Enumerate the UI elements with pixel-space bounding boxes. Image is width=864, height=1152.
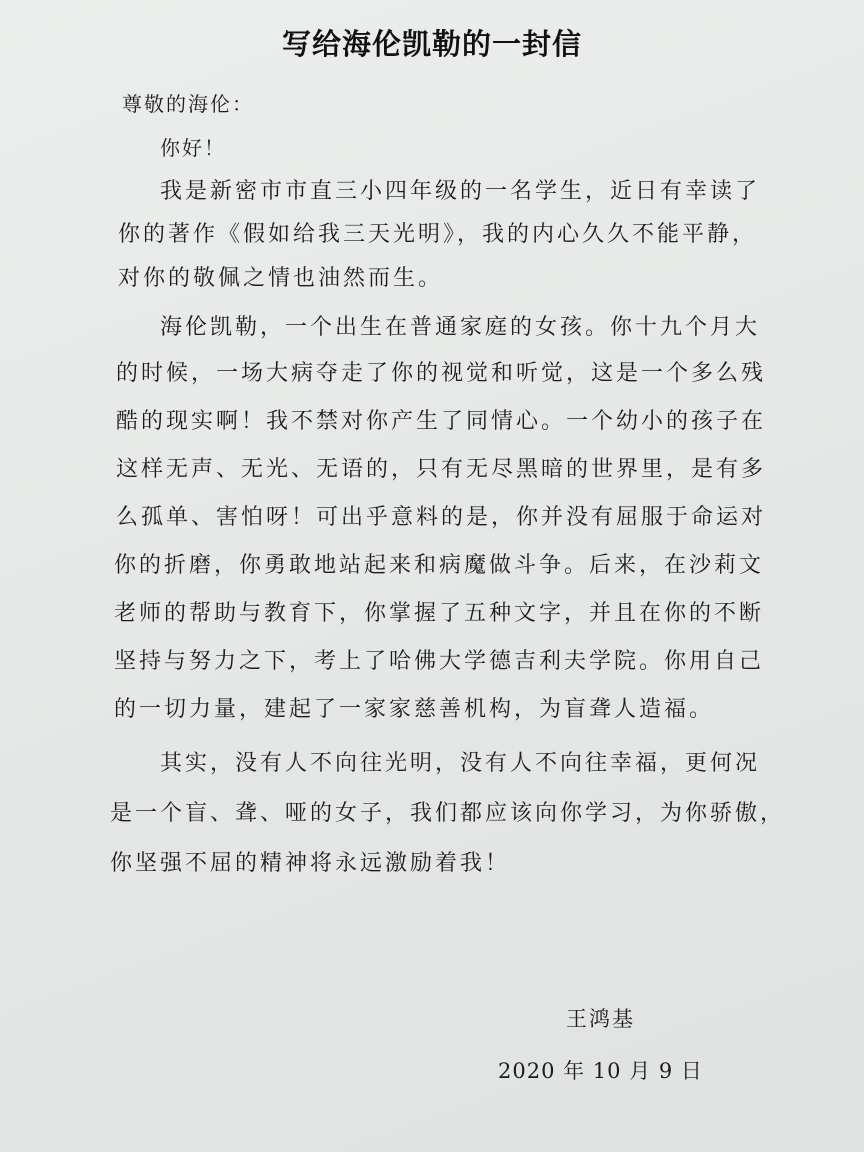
body-line: 么孤单、害怕呀！可出乎意料的是，你并没有屈服于命运对 — [116, 505, 767, 530]
body-line: 海伦凯勒，一个出生在普通家庭的女孩。你十九个月大 — [160, 315, 761, 340]
letter-title: 写给海伦凯勒的一封信 — [281, 27, 582, 61]
body-line: 酷的现实啊！我不禁对你产生了同情心。一个幼小的孩子在 — [116, 409, 767, 434]
letter-date: 2020 年 10 月 9 日 — [498, 1059, 703, 1083]
body-line: 的时候，一场大病夺走了你的视觉和听觉，这是一个多么残 — [116, 361, 767, 386]
body-line: 老师的帮助与教育下，你掌握了五种文字，并且在你的不断 — [114, 601, 765, 626]
body-line: 这样无声、无光、无语的，只有无尽黑暗的世界里，是有多 — [116, 457, 767, 482]
salutation: 尊敬的海伦： — [122, 92, 254, 116]
body-line: 对你的敬佩之情也油然而生。 — [118, 266, 444, 291]
body-line: 是一个盲、聋、哑的女子，我们都应该向你学习，为你骄傲， — [110, 801, 786, 826]
greeting: 你好！ — [160, 136, 226, 160]
body-line: 你坚强不屈的精神将永远激励着我！ — [110, 851, 511, 876]
body-line: 其实，没有人不向往光明，没有人不向往幸福，更何况 — [160, 751, 761, 776]
body-line: 你的折磨，你勇敢地站起来和病魔做斗争。后来，在沙莉文 — [114, 553, 765, 578]
body-line: 的一切力量，建起了一家家慈善机构，为盲聋人造福。 — [114, 697, 715, 722]
body-line: 我是新密市市直三小四年级的一名学生，近日有幸读了 — [160, 179, 761, 204]
signature: 王鸿基 — [566, 1007, 635, 1031]
body-line: 你的著作《假如给我三天光明》，我的内心久久不能平静， — [118, 222, 758, 247]
body-line: 坚持与努力之下，考上了哈佛大学德吉利夫学院。你用自己 — [114, 649, 765, 674]
